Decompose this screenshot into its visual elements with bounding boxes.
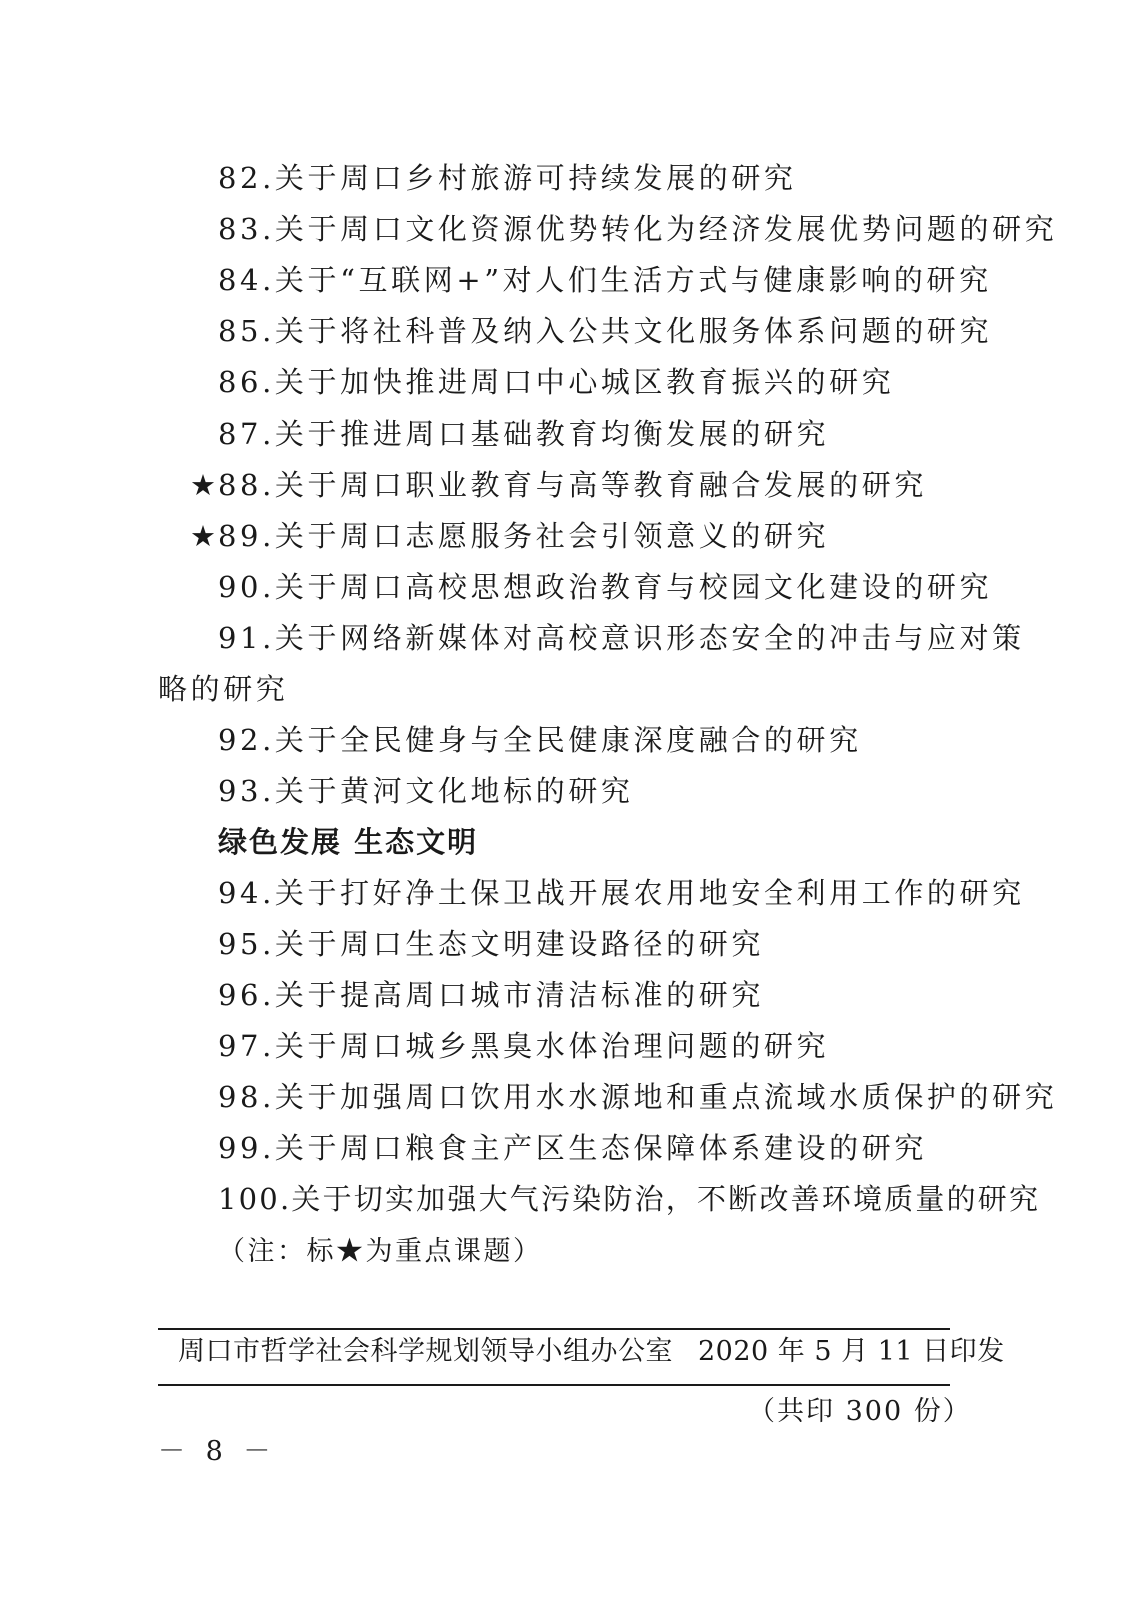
topic-82: 82.关于周口乡村旅游可持续发展的研究: [218, 161, 797, 195]
footer-bottom-rule: [158, 1384, 950, 1386]
topic-85: 85.关于将社科普及纳入公共文化服务体系问题的研究: [218, 314, 993, 348]
topic-90: 90.关于周口高校思想政治教育与校园文化建设的研究: [218, 570, 993, 604]
topic-89: 89.关于周口志愿服务社会引领意义的研究: [218, 519, 830, 553]
key-topic-star-icon: ★: [190, 519, 216, 553]
topic-87: 87.关于推进周口基础教育均衡发展的研究: [218, 417, 830, 451]
topic-94: 94.关于打好净土保卫战开展农用地安全利用工作的研究: [218, 876, 1025, 910]
topic-96: 96.关于提高周口城市清洁标准的研究: [218, 978, 764, 1012]
topic-93: 93.关于黄河文化地标的研究: [218, 774, 634, 808]
topic-86: 86.关于加快推进周口中心城区教育振兴的研究: [218, 365, 895, 399]
topic-84: 84.关于“互联网+”对人们生活方式与健康影响的研究: [218, 263, 992, 297]
topic-95: 95.关于周口生态文明建设路径的研究: [218, 927, 764, 961]
topic-97: 97.关于周口城乡黑臭水体治理问题的研究: [218, 1029, 830, 1063]
topic-100: 100.关于切实加强大气污染防治，不断改善环境质量的研究: [218, 1182, 1041, 1216]
topic-92: 92.关于全民健身与全民健康深度融合的研究: [218, 723, 862, 757]
footer-top-rule: [158, 1328, 950, 1330]
section-heading: 绿色发展 生态文明: [218, 825, 479, 859]
print-copies: （共印 300 份）: [748, 1396, 972, 1427]
topic-98: 98.关于加强周口饮用水水源地和重点流域水质保护的研究: [218, 1080, 1058, 1114]
issue-date: 2020 年 5 月 11 日印发: [698, 1336, 1005, 1367]
topic-91-continuation: 略的研究: [158, 672, 289, 706]
topic-99: 99.关于周口粮食主产区生态保障体系建设的研究: [218, 1131, 927, 1165]
topic-88: 88.关于周口职业教育与高等教育融合发展的研究: [218, 468, 927, 502]
issuing-office: 周口市哲学社会科学规划领导小组办公室: [178, 1336, 673, 1367]
key-topic-note: （注：标★为重点课题）: [218, 1236, 543, 1267]
page-number: － 8 －: [158, 1436, 277, 1467]
topic-91: 91.关于网络新媒体对高校意识形态安全的冲击与应对策: [218, 621, 1025, 655]
topic-83: 83.关于周口文化资源优势转化为经济发展优势问题的研究: [218, 212, 1058, 246]
key-topic-star-icon: ★: [190, 468, 216, 502]
